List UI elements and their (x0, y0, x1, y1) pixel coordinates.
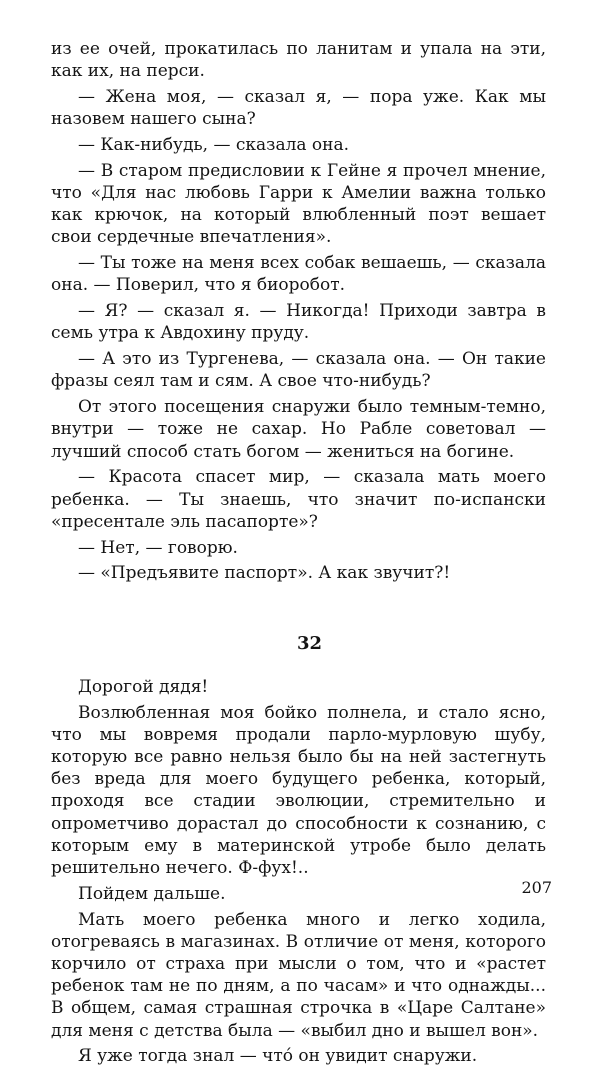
paragraph: — В старом предисловии к Гейне я прочел мнение, что «Для нас любовь Гарри к Амелии важна только как крючок, на который влюбленный поэт вешает свои сердечные впечатления». (51, 160, 546, 248)
page-number: 207 (521, 878, 552, 897)
paragraph: Пойдем дальше. (78, 883, 226, 904)
paragraph: из ее очей, прокатилась по ланитам и упала на эти, как их, на перси. (51, 39, 546, 82)
paragraph: — Как-нибудь, — сказала она. (78, 135, 350, 155)
paragraph: — «Предъявите паспорт». А как звучит?! (78, 563, 451, 584)
paragraph: — А это из Тургенева, — сказала она. — Он такие фразы сеял там и сям. А свое что-нибудь? (51, 349, 546, 392)
paragraph: Возлюбленная моя бойко полнела, и стало ясно, что мы вовремя продали парло-мурловую шубу, которую все равно нельзя было бы на ней застегнуть без вреда для моего будущего ребенка, который, проходя все стадии эволюции, стремительно и опрометчиво дорастал до способности к сознанию, с которым ему в материнской утробе было делать решительно нечего. Ф-фух!.. (51, 702, 546, 879)
paragraph: Мать моего ребенка много и легко ходила, отогреваясь в магазинах. В отличие от меня, которого корчило от страха при мысли о том, что и «растет ребенок там не по дням, а по часам» и что однажды... В общем, самая страшная строчка в «Царе Салтане» для меня с детства была — «выбил дно и вышел вон». (51, 909, 546, 1041)
paragraph: Дорогой дядя! (78, 676, 209, 697)
chapter-number: 32 (296, 632, 323, 654)
text-section-1 (51, 38, 546, 585)
paragraph: Я уже тогда знал — что́ он увидит снаружи. (78, 1046, 478, 1067)
paragraph: — Я? — сказал я. — Никогда! Приходи завтра в семь утра к Авдохину пруду. (51, 301, 546, 344)
paragraph: От этого посещения снаружи было темным-темно, внутри — тоже не сахар. Но Рабле советовал — лучший способ стать богом — жениться на богине. (51, 397, 546, 462)
paragraph: — Красота спасет мир, — сказала мать моего ребенка. — Ты знаешь, что значит по-испански «пресентале эль пасапорте»? (51, 467, 546, 532)
paragraph: — Жена моя, — сказал я, — пора уже. Как мы назовем нашего сына? (51, 87, 546, 130)
text-section-2 (51, 676, 546, 1068)
paragraph: — Ты тоже на меня всех собак вешаешь, — сказала она. — Поверил, что я биоробот. (51, 253, 546, 296)
paragraph: — Нет, — говорю. (78, 537, 238, 558)
